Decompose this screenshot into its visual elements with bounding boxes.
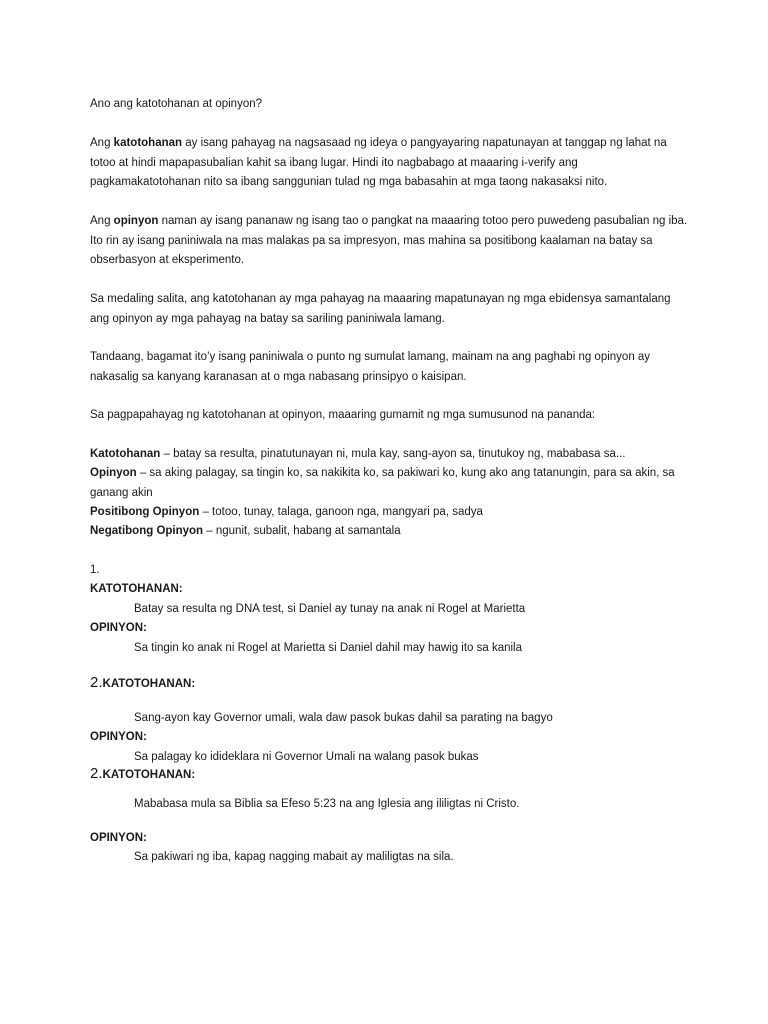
marker-positibong-label: Positibong Opinyon xyxy=(90,505,200,518)
example2-opinyon-text: Sa palagay ko idideklara ni Governor Umali na walang pasok bukas xyxy=(134,751,479,763)
marker-positibong-text: – totoo, tunay, talaga, ganoon nga, mangyari pa, sadya xyxy=(199,505,483,518)
p2-prefix: Ang xyxy=(90,215,114,227)
example1-opinyon-label: OPINYON: xyxy=(90,622,147,634)
marker-opinyon-text: – sa aking palagay, sa tingin ko, sa nakikita ko, sa pakiwari ko, kung ako ang tatanungin, para sa akin, sa xyxy=(136,467,675,480)
p1-line1: ay isang pahayag na nagsasaad ng ideya o pangyayaring napatunayan at tanggap ng lahat na xyxy=(182,137,667,149)
marker-list xyxy=(90,445,690,541)
p1-line3: pagkamakatotohanan nito sa ibang sanggunian tulad ng mga babasahin at mga taong nakasaksi nito. xyxy=(90,176,608,188)
paragraph-opinyon-definition xyxy=(90,212,690,271)
example3-opinyon-text: Sa pakiwari ng iba, kapag nagging mabait ay maliligtas na sila. xyxy=(134,851,454,863)
marker-opinyon-label: Opinyon xyxy=(90,467,137,480)
marker-negatibong-opinyon xyxy=(90,522,690,541)
marker-katotohanan xyxy=(90,445,690,464)
p1-line2: totoo at hindi mapapasubalian kahit sa ibang lugar. Hindi ito nagbabago at maaaring i-verify ang xyxy=(90,156,578,169)
example2-katotohanan-text: Sang-ayon kay Governor umali, wala daw pasok bukas dahil sa parating na bagyo xyxy=(134,712,553,724)
p1-prefix: Ang xyxy=(90,137,114,149)
marker-negatibong-text: – ngunit, subalit, habang at samantala xyxy=(203,525,401,538)
p2-bold-term: opinyon xyxy=(113,215,159,227)
marker-positibong-opinyon xyxy=(90,503,690,522)
example3-katotohanan-label: KATOTOHANAN: xyxy=(102,769,196,781)
example2-katotohanan-label: KATOTOHANAN: xyxy=(102,678,196,690)
p4-line2: nakasalig sa kanyang karanasan at o mga nabasang prinsipyo o kaisipan. xyxy=(90,370,467,383)
document-title: Ano ang katotohanan at opinyon? xyxy=(90,98,263,110)
p3-line2: ang opinyon ay mga pahayag na batay sa sariling paniniwala lamang. xyxy=(90,312,445,325)
example1-opinyon-text: Sa tingin ko anak ni Rogel at Marietta si Daniel dahil may hawig ito sa kanila xyxy=(134,642,523,654)
example2-number: 2. xyxy=(90,674,103,691)
example1-katotohanan-text: Batay sa resulta ng DNA test, si Daniel ay tunay na anak ni Rogel at Marietta xyxy=(134,603,526,615)
example1-number: 1. xyxy=(90,564,100,576)
paragraph-pananda-intro: Sa pagpapahayag ng katotohanan at opinyon, maaaring gumamit ng mga sumusunod na pananda: xyxy=(90,409,596,421)
marker-negatibong-label: Negatibong Opinyon xyxy=(90,525,204,538)
p2-line1: naman ay isang pananaw ng isang tao o pangkat na maaaring totoo pero puwedeng pasubalian ng iba. xyxy=(158,215,688,227)
p4-line1: Tandaang, bagamat ito’y isang paniniwala o punto ng sumulat lamang, mainam na ang paghabi ng opinyon ay xyxy=(90,351,651,363)
paragraph-tandaan xyxy=(90,348,690,387)
p3-line1: Sa medaling salita, ang katotohanan ay mga pahayag na maaaring mapatunayan ng mga ebidensya samantalang xyxy=(90,293,671,305)
p2-line2: Ito rin ay isang paniniwala na mas malakas pa sa impresyon, mas mahina sa positibong kaalaman na batay sa xyxy=(90,234,653,247)
paragraph-katotohanan-definition xyxy=(90,134,690,193)
example1-katotohanan-label: KATOTOHANAN: xyxy=(90,583,183,595)
example2-opinyon-label: OPINYON: xyxy=(90,731,147,743)
p2-line3: obserbasyon at eksperimento. xyxy=(90,254,245,266)
example3-number: 2. xyxy=(90,765,103,782)
marker-katotohanan-text: – batay sa resulta, pinatutunayan ni, mula kay, sang-ayon sa, tinutukoy ng, mababasa sa... xyxy=(160,448,626,460)
marker-opinyon-text-cont: ganang akin xyxy=(90,486,153,499)
example3-katotohanan-text: Mababasa mula sa Biblia sa Efeso 5:23 na ang Iglesia ang ililigtas ni Cristo. xyxy=(134,798,520,810)
example3-opinyon-label: OPINYON: xyxy=(90,832,147,844)
p1-bold-term: katotohanan xyxy=(113,137,183,149)
paragraph-summary xyxy=(90,290,690,329)
marker-katotohanan-label: Katotohanan xyxy=(90,448,161,460)
marker-opinyon xyxy=(90,464,690,483)
